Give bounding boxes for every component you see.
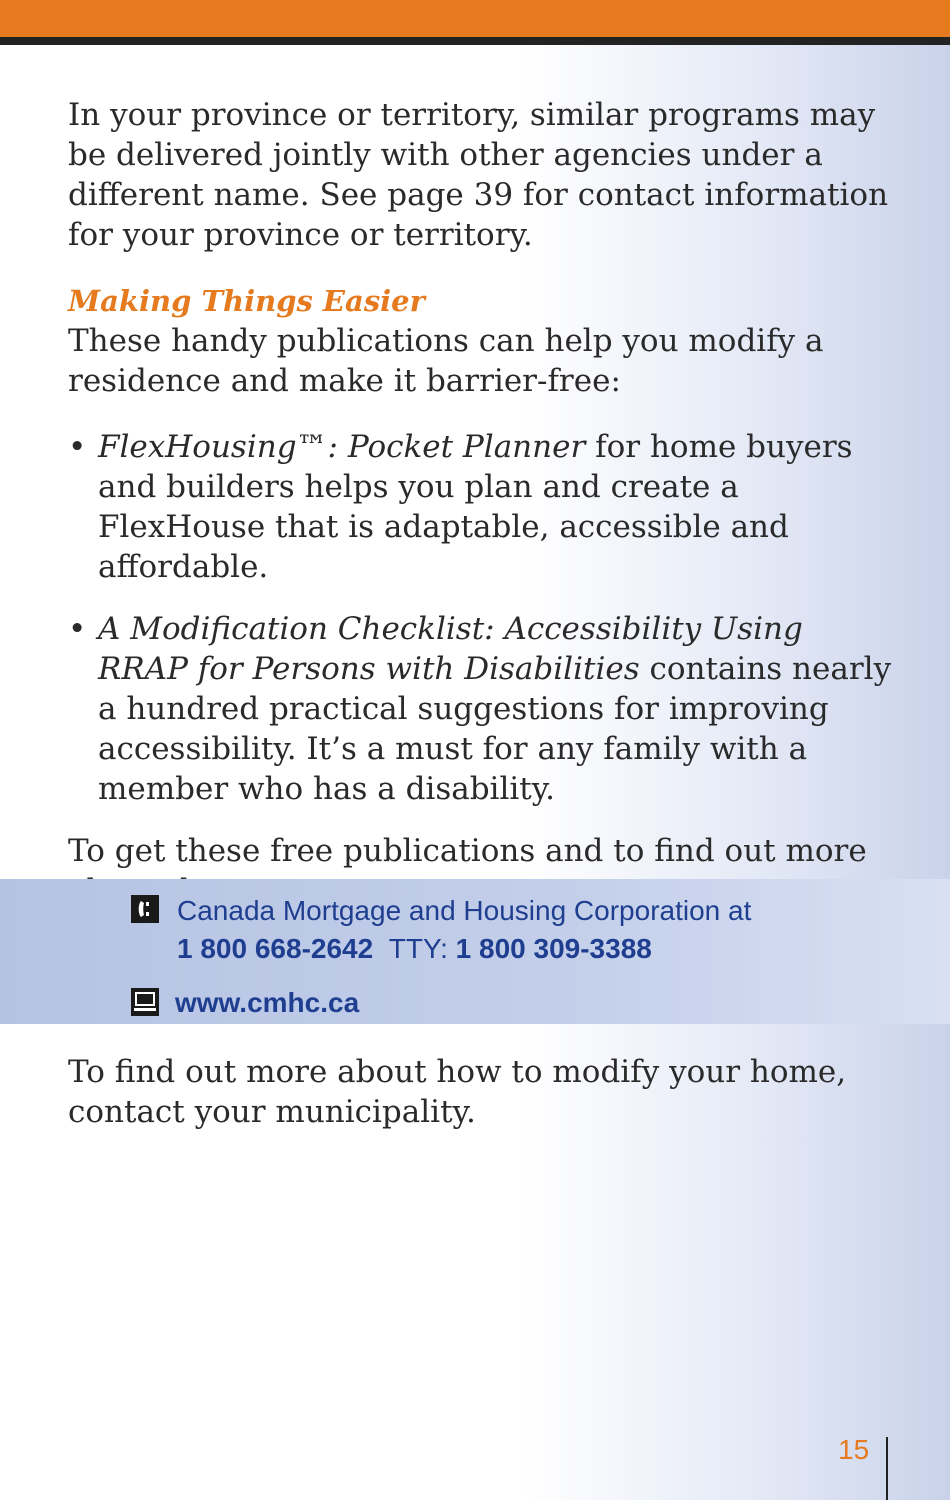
- publication-title: FlexHousing™: Pocket Planner: [98, 429, 586, 465]
- contact-phones: [177, 931, 652, 967]
- top-dark-rule: [0, 37, 950, 45]
- closing-paragraph: To find out more about how to modify your home, contact your municipality.: [68, 1054, 847, 1130]
- intro-paragraph: In your province or territory, similar programs may be delivered jointly with other agencies under a different name. See page 39 for contact information for your province or territory.: [68, 97, 889, 253]
- publication-title: A Modification Checklist: Accessibility Using RRAP for Persons with Disabilities: [98, 611, 803, 687]
- bullet-mark: •: [68, 611, 87, 647]
- publication-description: contains nearly a hundred practical suggestions for improving accessibility. It’s a must for any family with a member who has a disability.: [98, 651, 892, 807]
- tty-label: TTY:: [388, 933, 448, 964]
- phone-number: 1 800 668-2642: [177, 933, 374, 964]
- page-number: 15: [838, 1434, 870, 1465]
- publication-description: for home buyers and builders helps you plan and create a FlexHouse that is adaptable, accessible and affordable.: [98, 429, 853, 585]
- computer-icon: [131, 988, 159, 1016]
- section-lead: These handy publications can help you modify a residence and make it barrier-free:: [68, 323, 824, 399]
- tty-number: 1 800 309-3388: [455, 933, 652, 964]
- phone-icon: [131, 895, 159, 923]
- top-accent-bar: [0, 0, 950, 37]
- page-number-rule: [886, 1437, 888, 1500]
- outro-paragraph: To get these free publications and to find out more: [68, 833, 867, 869]
- list-item: [68, 609, 898, 809]
- main-content: [68, 95, 898, 911]
- section-heading: Making Things Easier: [68, 284, 425, 318]
- website-link[interactable]: www.cmhc.ca: [175, 987, 360, 1018]
- bullet-mark: •: [68, 429, 87, 465]
- list-item: [68, 427, 898, 587]
- contact-organization: Canada Mortgage and Housing Corporation at: [177, 895, 752, 926]
- publication-list: [68, 427, 898, 809]
